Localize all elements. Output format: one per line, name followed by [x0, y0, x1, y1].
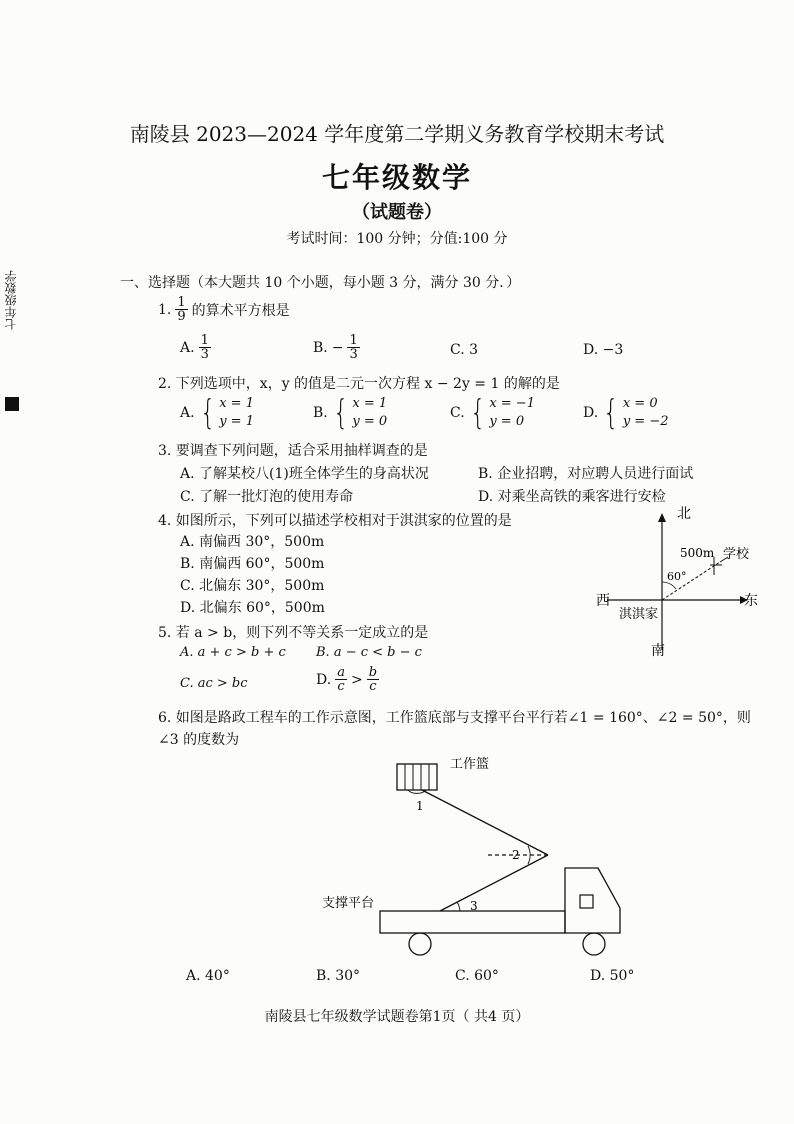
- north-label: 北: [677, 506, 691, 522]
- home-label: 淇淇家: [619, 607, 659, 622]
- question-6-stem: 6. 如图是路政工程车的工作示意图，工作篮底部与支撑平台平行若∠1 = 160°、∠2 = 50°，则: [158, 710, 751, 726]
- option-c: C. 60°: [455, 968, 499, 984]
- angle-1-label: 1: [416, 799, 424, 813]
- basket-label: 工作篮: [450, 757, 490, 772]
- north-arrowhead: [658, 513, 666, 522]
- section-title: 一、选择题（本大题共 10 个小题，每小题 3 分，满分 30 分．）: [120, 275, 521, 291]
- school-label: 学校: [723, 547, 750, 562]
- west-label: 西: [596, 593, 610, 609]
- side-vertical-label: 七年级数学: [4, 270, 18, 330]
- option-d: D. $\frac{a}{c}$ > $\frac{b}{c}$: [316, 665, 378, 694]
- question-2-stem: 2. 下列选项中，x，y 的值是二元一次方程 x − 2y = 1 的解的是: [158, 376, 560, 392]
- question-3-stem: 3. 要调查下列问题，适合采用抽样调查的是: [158, 443, 428, 459]
- fraction: $\frac{b}{c}$: [368, 665, 378, 694]
- option-c: C. ac > bc: [180, 676, 248, 691]
- angle-2-arc: [528, 846, 530, 864]
- exam-header-line: 南陵县 2023—2024 学年度第二学期义务教育学校期末考试: [129, 122, 665, 146]
- cab-window: [580, 895, 593, 908]
- question-5-stem: 5. 若 a > b，则下列不等关系一定成立的是: [158, 625, 429, 641]
- equation-system: { x = 1 y = 1: [199, 393, 254, 433]
- fraction: $\frac{1}{9}$: [177, 295, 186, 324]
- rear-wheel: [409, 933, 431, 955]
- option-c: C. { x = −1 y = 0: [450, 393, 535, 433]
- angle-arc: [662, 582, 676, 589]
- option-b: B. a − c < b − c: [316, 645, 422, 660]
- angle-label: 60°: [667, 570, 687, 583]
- option-a: A. 40°: [186, 968, 230, 984]
- equation-system: { x = −1 y = 0: [469, 393, 535, 433]
- exam-subject-title: 七年级数学: [321, 161, 472, 194]
- margin-black-mark: [5, 397, 19, 411]
- question-6-stem-cont: ∠3 的度数为: [158, 732, 240, 748]
- angle-3-label: 3: [470, 899, 478, 913]
- fraction: $\frac{1}{3}$: [349, 333, 358, 362]
- option-d: D. 北偏东 60°，500m: [180, 600, 325, 616]
- option-c: C. 了解一批灯泡的使用寿命: [180, 489, 354, 505]
- work-basket: [397, 764, 437, 790]
- option-a: A. $\frac{1}{3}$: [180, 333, 209, 362]
- option-b: B. 企业招聘，对应聘人员进行面试: [478, 466, 694, 482]
- lower-arm: [440, 855, 548, 911]
- option-b: B. − $\frac{1}{3}$: [313, 333, 358, 362]
- question-number: 1.: [158, 301, 172, 318]
- equation-system: { x = 0 y = −2: [603, 393, 669, 433]
- option-d: D. −3: [583, 342, 624, 358]
- platform-label: 支撑平台: [322, 896, 375, 911]
- option-d: D. { x = 0 y = −2: [583, 393, 669, 433]
- front-wheel: [583, 933, 605, 955]
- option-d: D. 对乘坐高铁的乘客进行安检: [478, 489, 666, 505]
- upper-arm: [422, 790, 548, 855]
- angle-3-arc: [457, 902, 460, 911]
- option-c: C. 3: [450, 342, 479, 358]
- option-b: B. 南偏西 60°，500m: [180, 556, 325, 572]
- option-d: D. 50°: [590, 968, 635, 984]
- question-text: 的算术平方根是: [191, 302, 290, 319]
- option-a: A. 南偏西 30°，500m: [180, 534, 325, 550]
- angle-2-label: 2: [512, 848, 520, 862]
- option-a: A. 了解某校八(1)班全体学生的身高状况: [180, 466, 429, 482]
- south-label: 南: [651, 643, 665, 659]
- option-b: B. { x = 1 y = 0: [313, 393, 388, 433]
- support-platform: [380, 911, 565, 933]
- distance-label: 500m: [680, 546, 715, 560]
- option-a: A. { x = 1 y = 1: [180, 393, 254, 433]
- east-label: 东: [744, 593, 758, 609]
- compass-diagram: [592, 505, 792, 660]
- question-1-stem: [158, 296, 290, 323]
- exam-time-score: 考试时间：100 分钟；分值:100 分: [286, 231, 508, 247]
- page-footer: 南陵县七年级数学试题卷第1页（ 共4 页）: [264, 1009, 530, 1025]
- fraction: $\frac{a}{c}$: [337, 665, 345, 694]
- option-a: A. a + c > b + c: [180, 645, 286, 660]
- exam-paper-type: （试题卷）: [352, 202, 442, 223]
- truck-diagram: [310, 748, 630, 960]
- fraction: $\frac{1}{3}$: [200, 333, 209, 362]
- question-4-stem: 4. 如图所示，下列可以描述学校相对于淇淇家的位置的是: [158, 513, 512, 529]
- option-b: B. 30°: [316, 968, 361, 984]
- equation-system: { x = 1 y = 0: [332, 393, 388, 433]
- option-c: C. 北偏东 30°，500m: [180, 578, 325, 594]
